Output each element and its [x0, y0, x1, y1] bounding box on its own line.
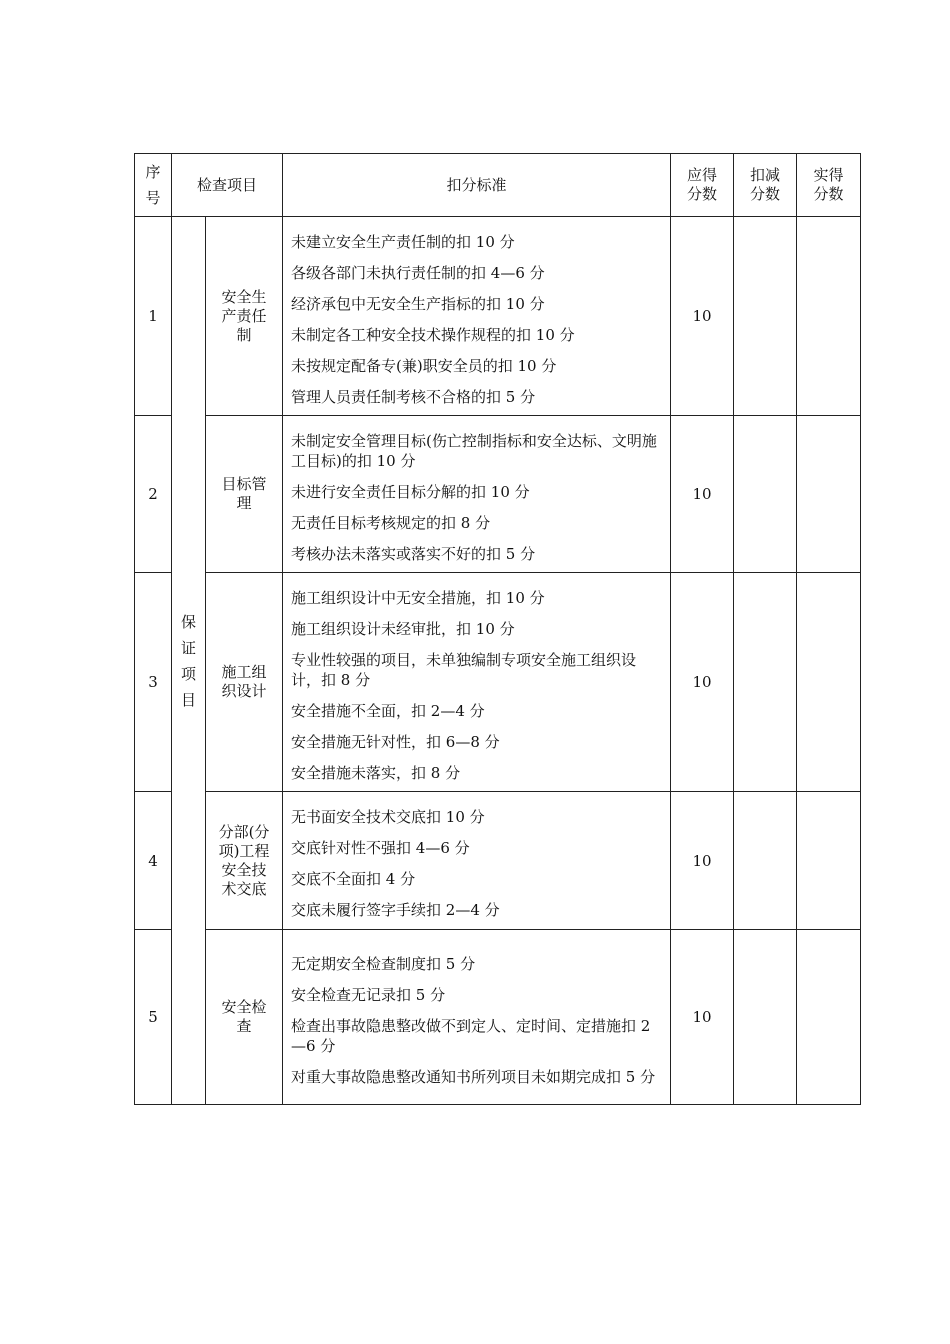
criterion: 交底不全面扣 4 分 — [291, 870, 416, 888]
row-seq: 4 — [135, 792, 172, 930]
criterion: 施工组织设计中无安全措施，扣 10 分 — [291, 588, 545, 607]
criterion: 对重大事故隐患整改通知书所列项目未如期完成扣 5 分 — [291, 1067, 656, 1086]
criterion: 安全措施无针对性，扣 6—8 分 — [291, 732, 500, 751]
criterion: 无定期安全检查制度扣 5 分 — [291, 954, 476, 973]
criterion: 未制定各工种安全技术操作规程的扣 10 分 — [291, 325, 575, 344]
safety-inspection-table — [134, 153, 861, 1105]
criterion: 检查出事故隐患整改做不到定人、定时间、定措施扣 2—6 分 — [291, 1016, 651, 1055]
header-due: 应得分数 — [671, 154, 734, 217]
row-criteria — [283, 416, 671, 573]
criterion: 未进行安全责任目标分解的扣 10 分 — [291, 482, 530, 501]
row-actual-score[interactable] — [797, 930, 861, 1105]
criterion: 经济承包中无安全生产指标的扣 10 分 — [291, 294, 545, 313]
criterion: 专业性较强的项目，未单独编制专项安全施工组织设计，扣 8 分 — [291, 650, 637, 689]
criterion: 交底针对性不强扣 4—6 分 — [291, 839, 470, 857]
row-criteria — [283, 217, 671, 416]
group-label: 保证项目 — [180, 612, 196, 709]
header-item: 检查项目 — [172, 154, 283, 217]
criterion: 施工组织设计未经审批，扣 10 分 — [291, 619, 515, 638]
row-item-name: 施工组织设计 — [206, 573, 283, 792]
criterion: 安全措施未落实，扣 8 分 — [291, 763, 461, 782]
row-seq: 5 — [135, 930, 172, 1105]
criterion: 无责任目标考核规定的扣 8 分 — [291, 513, 491, 532]
group-label-cell — [172, 217, 206, 1105]
row-item-name: 分部(分项)工程安全技术交底 — [206, 792, 283, 930]
inspection-table-container — [134, 153, 861, 1105]
row-due-score: 10 — [671, 416, 734, 573]
row-criteria — [283, 930, 671, 1105]
table-row — [135, 573, 861, 792]
row-actual-score[interactable] — [797, 792, 861, 930]
criterion: 未制定安全管理目标(伤亡控制指标和安全达标、文明施工目标)的扣 10 分 — [291, 431, 657, 470]
row-deduct-score[interactable] — [734, 792, 797, 930]
criterion: 安全检查无记录扣 5 分 — [291, 985, 446, 1004]
table-row — [135, 792, 861, 930]
row-item-name: 安全检查 — [206, 930, 283, 1105]
row-deduct-score[interactable] — [734, 573, 797, 792]
criterion: 安全措施不全面，扣 2—4 分 — [291, 701, 485, 720]
row-item-name: 目标管理 — [206, 416, 283, 573]
header-deduct: 扣减分数 — [734, 154, 797, 217]
row-criteria — [283, 573, 671, 792]
row-criteria — [283, 792, 671, 930]
criterion: 交底未履行签字手续扣 2—4 分 — [291, 901, 500, 919]
row-due-score: 10 — [671, 930, 734, 1105]
header-seq: 序号 — [135, 154, 172, 217]
header-row — [135, 154, 861, 217]
row-deduct-score[interactable] — [734, 217, 797, 416]
row-item-name: 安全生产责任制 — [206, 217, 283, 416]
row-seq: 2 — [135, 416, 172, 573]
table-row — [135, 416, 861, 573]
row-deduct-score[interactable] — [734, 930, 797, 1105]
row-due-score: 10 — [671, 573, 734, 792]
row-due-score: 10 — [671, 792, 734, 930]
header-standard: 扣分标准 — [283, 154, 671, 217]
criterion: 各级各部门未执行责任制的扣 4—6 分 — [291, 263, 545, 282]
criterion: 未按规定配备专(兼)职安全员的扣 10 分 — [291, 356, 557, 375]
table-row — [135, 930, 861, 1105]
criterion: 考核办法未落实或落实不好的扣 5 分 — [291, 544, 536, 563]
row-actual-score[interactable] — [797, 573, 861, 792]
header-actual: 实得分数 — [797, 154, 861, 217]
row-due-score: 10 — [671, 217, 734, 416]
criterion: 管理人员责任制考核不合格的扣 5 分 — [291, 387, 536, 406]
row-deduct-score[interactable] — [734, 416, 797, 573]
table-row — [135, 217, 861, 416]
row-seq: 1 — [135, 217, 172, 416]
row-seq: 3 — [135, 573, 172, 792]
criterion: 未建立安全生产责任制的扣 10 分 — [291, 232, 515, 251]
criterion: 无书面安全技术交底扣 10 分 — [291, 808, 485, 826]
row-actual-score[interactable] — [797, 217, 861, 416]
row-actual-score[interactable] — [797, 416, 861, 573]
